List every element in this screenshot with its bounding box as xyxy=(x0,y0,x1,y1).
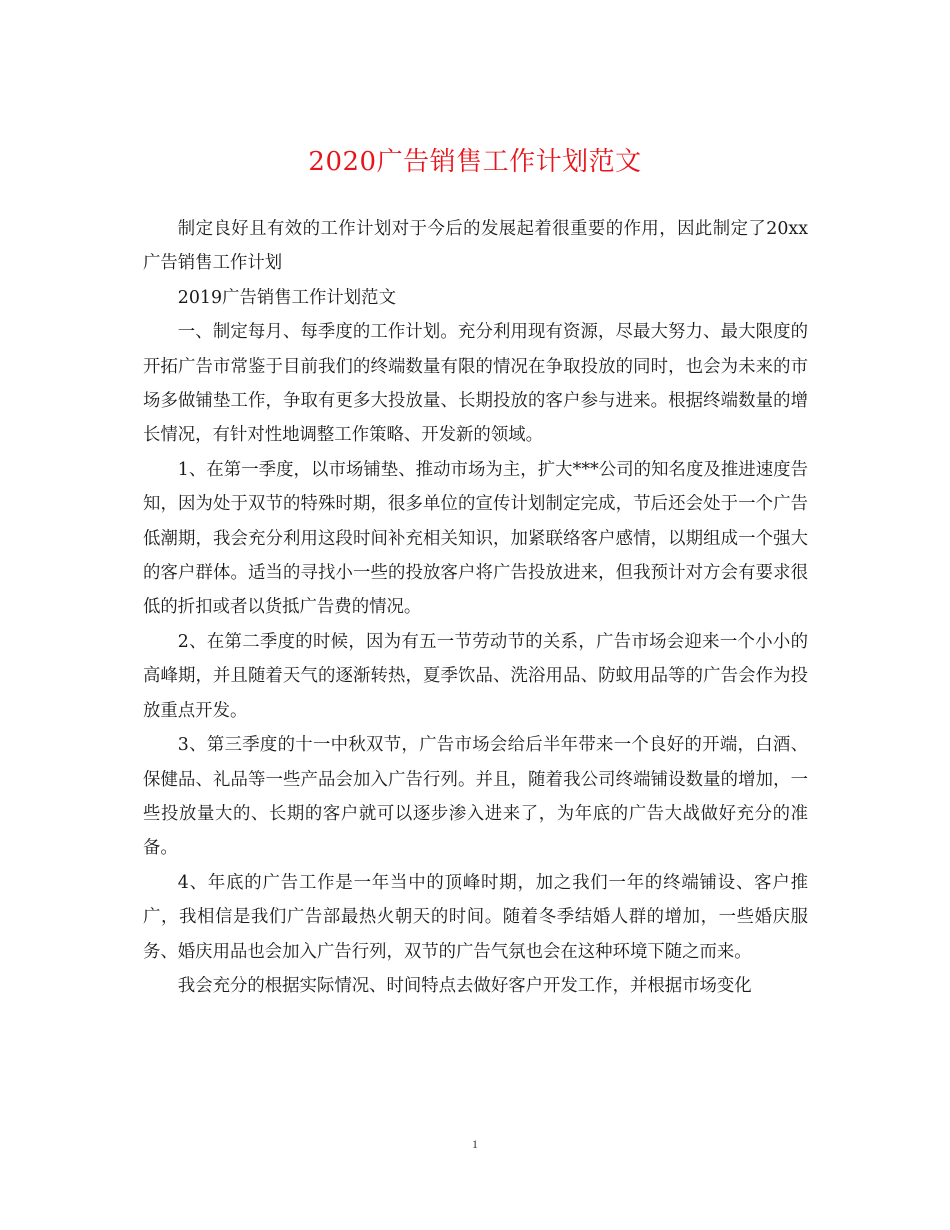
document-title: 2020广告销售工作计划范文 xyxy=(308,147,642,177)
intro-paragraph: 制定良好且有效的工作计划对于今后的发展起着很重要的作用，因此制定了20xx广告销售工作计划 xyxy=(143,219,808,274)
quarter-three-paragraph: 3、第三季度的十一中秋双节，广告市场会给后半年带来一个良好的开端，白酒、保健品、礼品等一些产品会加入广告行列。并且，随着我公司终端铺设数量的增加，一些投放量大的、长期的客户就可以逐步渗入进来了，为年底的广告大战做好充分的准备。 xyxy=(143,735,808,859)
quarter-two-paragraph: 2、在第二季度的时候，因为有五一节劳动节的关系，广告市场会迎来一个小小的高峰期，并且随着天气的逐渐转热，夏季饮品、洗浴用品、防蚊用品等的广告会作为投放重点开发。 xyxy=(143,631,808,721)
quarter-one-paragraph: 1、在第一季度，以市场铺垫、推动市场为主，扩大***公司的知名度及推进速度告知，因为处于双节的特殊时期，很多单位的宣传计划制定完成，节后还会处于一个广告低潮期，我会充分利用这段时间补充相关知识，加紧联络客户感情，以期组成一个强大的客户群体。适当的寻找小一些的投放客户将广告投放进来，但我预计对方会有要求很低的折扣或者以货抵广告费的情况。 xyxy=(143,459,808,618)
document-body xyxy=(143,212,808,1003)
closing-paragraph: 我会充分的根据实际情况、时间特点去做好客户开发工作，并根据市场变化 xyxy=(177,975,752,996)
section-one-paragraph: 一、制定每月、每季度的工作计划。充分利用现有资源，尽最大努力、最大限度的开拓广告市常鉴于目前我们的终端数量有限的情况在争取投放的同时，也会为未来的市场多做铺垫工作，争取有更多大投放量、长期投放的客户参与进来。根据终端数量的增长情况，有针对性地调整工作策略、开发新的领域。 xyxy=(143,322,808,446)
quarter-four-paragraph: 4、年底的广告工作是一年当中的顶峰时期，加之我们一年的终端铺设、客户推广，我相信是我们广告部最热火朝天的时间。随着冬季结婚人群的增加，一些婚庆服务、婚庆用品也会加入广告行列，双节的广告气氛也会在这种环境下随之而来。 xyxy=(143,872,808,962)
page-number: 1 xyxy=(472,1137,478,1151)
subtitle-paragraph: 2019广告销售工作计划范文 xyxy=(177,287,396,308)
